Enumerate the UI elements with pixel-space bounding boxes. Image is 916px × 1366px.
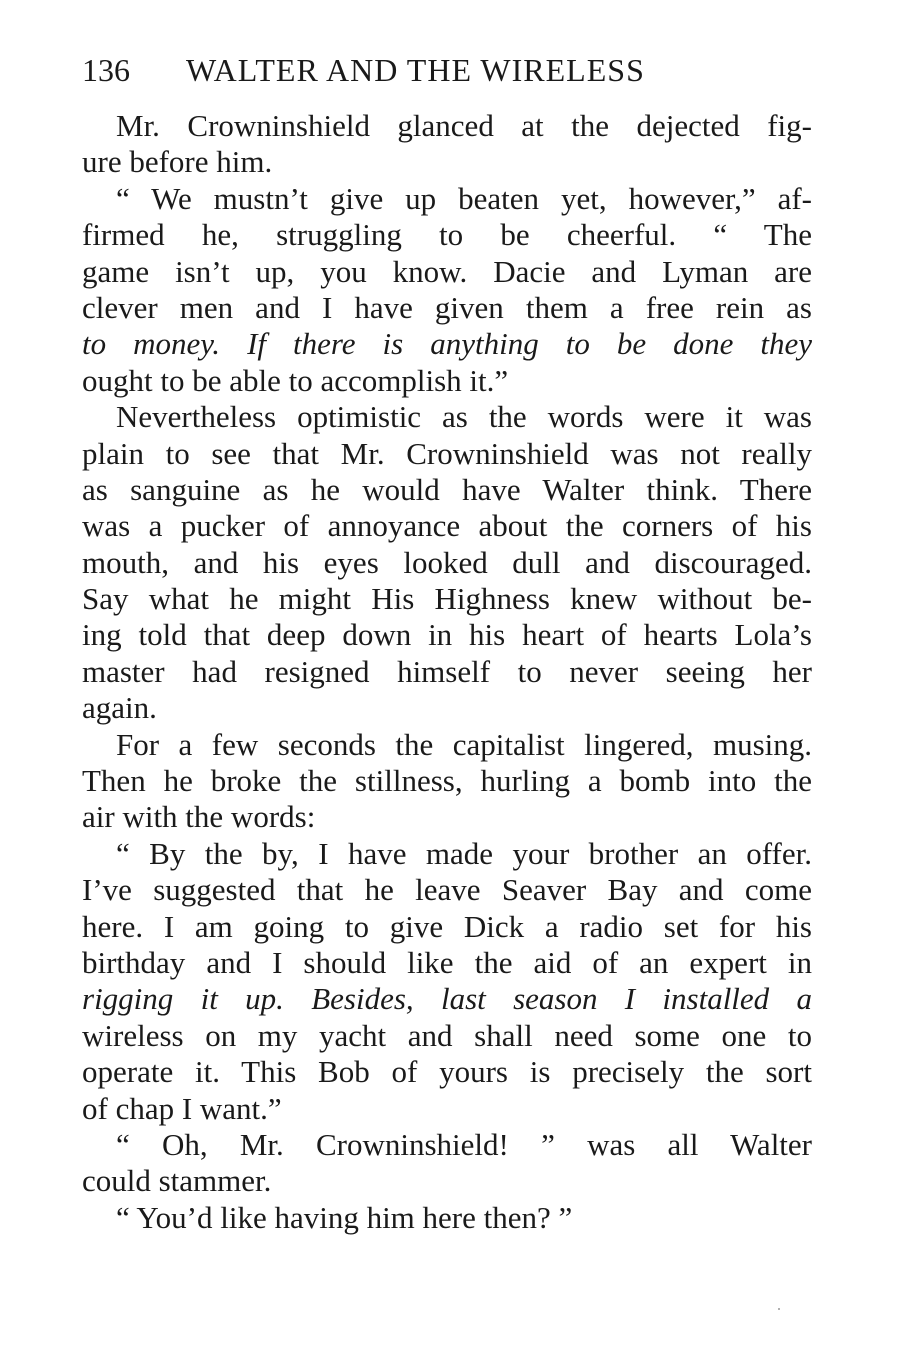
text-line: could stammer. (82, 1163, 272, 1199)
text-line: master had resigned himself to never seeing her (82, 653, 812, 689)
page-number: 136 (82, 52, 130, 88)
text-line: birthday and I should like the aid of an expert in (82, 944, 812, 980)
running-title: WALTER AND THE WIRELESS (186, 52, 645, 88)
text-line: mouth, and his eyes looked dull and discouraged. (82, 544, 812, 580)
text-line: again. (82, 690, 157, 726)
text-line: “ You’d like having him here then? ” (116, 1199, 573, 1235)
page-header (82, 50, 822, 90)
text-line: Mr. Crowninshield glanced at the dejected fig- (116, 108, 812, 143)
text-line: “ By the by, I have made your brother an offer. (116, 835, 812, 871)
text-line: was a pucker of annoyance about the corners of his (82, 508, 812, 544)
text-line: Say what he might His Highness knew without be- (82, 581, 812, 617)
text-line: wireless on my yacht and shall need some one to (82, 1017, 812, 1053)
text-line: here. I am going to give Dick a radio set for his (82, 908, 812, 944)
text-line: rigging it up. Besides, last season I installed a (82, 981, 812, 1017)
text-line: Nevertheless optimistic as the words were it was (116, 399, 812, 435)
text-line: firmed he, struggling to be cheerful. “ The (82, 217, 812, 253)
text-line: air with the words: (82, 799, 316, 835)
body-text (82, 108, 812, 1236)
text-line: Then he broke the stillness, hurling a bomb into the (82, 763, 812, 799)
text-line: of chap I want.” (82, 1090, 282, 1126)
print-speck (778, 1308, 780, 1310)
text-line: “ We mustn’t give up beaten yet, however,” af- (116, 180, 812, 216)
text-line: I’ve suggested that he leave Seaver Bay and come (82, 872, 812, 908)
text-line: as sanguine as he would have Walter think. There (82, 471, 812, 507)
text-line: clever men and I have given them a free rein as (82, 289, 812, 325)
text-line: operate it. This Bob of yours is precisely the sort (82, 1054, 812, 1090)
text-line: For a few seconds the capitalist lingered, musing. (116, 726, 812, 762)
text-line: game isn’t up, you know. Dacie and Lyman are (82, 253, 812, 289)
text-line: plain to see that Mr. Crowninshield was not really (82, 435, 812, 471)
text-line: ing told that deep down in his heart of hearts Lola’s (82, 617, 812, 653)
text-line: to money. If there is anything to be done they (82, 326, 812, 362)
text-line: ure before him. (82, 144, 273, 180)
text-line: “ Oh, Mr. Crowninshield! ” was all Walter (116, 1126, 812, 1162)
text-line: ought to be able to accomplish it.” (82, 362, 509, 398)
